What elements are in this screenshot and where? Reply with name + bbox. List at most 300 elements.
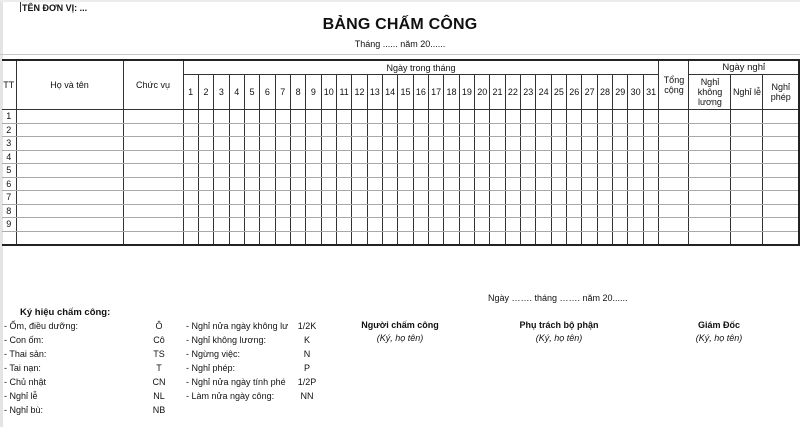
table-cell[interactable] [475,110,490,124]
table-cell[interactable] [582,191,597,205]
table-cell[interactable] [321,177,336,191]
table-cell[interactable] [475,164,490,178]
table-cell[interactable] [536,150,551,164]
table-cell[interactable] [459,231,474,245]
table-cell[interactable] [352,123,367,137]
table-cell[interactable] [275,191,290,205]
table-cell[interactable] [306,150,321,164]
table-cell[interactable] [597,218,612,232]
table-cell[interactable] [763,177,799,191]
table-cell[interactable] [198,218,213,232]
table-cell[interactable] [551,218,566,232]
table-cell[interactable] [183,150,198,164]
table-cell[interactable] [398,164,413,178]
table-cell[interactable] [689,231,731,245]
table-cell[interactable] [689,177,731,191]
table-cell[interactable] [229,191,244,205]
table-cell[interactable] [275,177,290,191]
table-cell[interactable] [628,218,643,232]
table-cell[interactable] [459,150,474,164]
table-cell[interactable] [628,204,643,218]
table-cell[interactable] [306,231,321,245]
table-cell[interactable] [275,204,290,218]
table-cell[interactable] [398,231,413,245]
table-cell[interactable] [505,123,520,137]
table-cell[interactable] [244,110,259,124]
table-cell[interactable] [567,137,582,151]
table-cell[interactable] [336,137,351,151]
table-cell[interactable] [321,204,336,218]
table-cell[interactable] [429,218,444,232]
table-cell[interactable] [413,177,428,191]
table-cell[interactable] [367,137,382,151]
table-cell[interactable] [290,110,305,124]
table-cell[interactable] [16,150,123,164]
table-cell[interactable] [229,218,244,232]
table-cell[interactable] [521,110,536,124]
table-cell[interactable] [459,123,474,137]
table-cell[interactable] [459,110,474,124]
table-cell[interactable] [336,218,351,232]
table-cell[interactable] [551,123,566,137]
table-cell[interactable] [382,218,397,232]
table-cell[interactable] [643,110,659,124]
table-cell[interactable] [582,177,597,191]
table-cell[interactable] [260,177,275,191]
table-cell[interactable] [214,137,229,151]
table-cell[interactable] [352,204,367,218]
table-cell[interactable] [214,150,229,164]
table-cell[interactable] [413,218,428,232]
table-cell[interactable] [597,204,612,218]
table-cell[interactable] [475,137,490,151]
table-cell[interactable] [352,231,367,245]
table-cell[interactable] [367,123,382,137]
table-cell[interactable] [367,204,382,218]
table-cell[interactable] [229,137,244,151]
table-cell[interactable] [459,204,474,218]
table-cell[interactable] [490,110,505,124]
table-cell[interactable] [183,137,198,151]
table-cell[interactable] [567,177,582,191]
table-cell[interactable] [290,137,305,151]
table-cell[interactable] [659,218,689,232]
table-cell[interactable] [521,204,536,218]
table-cell[interactable] [582,137,597,151]
table-cell[interactable] [429,123,444,137]
table-cell[interactable] [567,231,582,245]
table-cell[interactable] [521,231,536,245]
table-cell[interactable] [429,177,444,191]
table-cell[interactable] [306,218,321,232]
table-cell[interactable] [689,150,731,164]
table-cell[interactable] [582,150,597,164]
table-cell[interactable] [229,150,244,164]
table-cell[interactable] [336,177,351,191]
table-cell[interactable] [536,231,551,245]
table-cell[interactable] [229,123,244,137]
table-cell[interactable] [214,123,229,137]
table-cell[interactable] [336,164,351,178]
table-cell[interactable] [731,177,763,191]
table-cell[interactable] [398,191,413,205]
table-cell[interactable] [123,137,183,151]
table-cell[interactable] [567,150,582,164]
table-cell[interactable] [763,191,799,205]
table-cell[interactable] [183,164,198,178]
table-cell[interactable] [229,110,244,124]
table-cell[interactable] [183,191,198,205]
table-cell[interactable] [244,204,259,218]
table-cell[interactable] [731,191,763,205]
table-cell[interactable] [551,177,566,191]
table-cell[interactable] [123,177,183,191]
table-cell[interactable] [275,137,290,151]
table-cell[interactable] [475,204,490,218]
table-cell[interactable] [336,123,351,137]
table-cell[interactable] [290,204,305,218]
table-cell[interactable] [16,164,123,178]
table-cell[interactable] [352,150,367,164]
table-cell[interactable] [628,164,643,178]
table-cell[interactable] [459,164,474,178]
table-cell[interactable] [490,137,505,151]
table-cell[interactable] [459,177,474,191]
table-cell[interactable] [551,137,566,151]
table-cell[interactable] [659,110,689,124]
table-cell[interactable] [731,164,763,178]
table-cell[interactable] [628,137,643,151]
table-cell[interactable] [214,110,229,124]
table-cell[interactable] [521,150,536,164]
table-cell[interactable] [628,123,643,137]
table-cell[interactable] [16,191,123,205]
table-cell[interactable] [260,123,275,137]
table-cell[interactable] [475,231,490,245]
table-cell[interactable] [367,150,382,164]
table-cell[interactable] [505,164,520,178]
table-cell[interactable] [643,204,659,218]
table-cell[interactable] [275,164,290,178]
table-cell[interactable] [260,164,275,178]
table-cell[interactable] [229,204,244,218]
table-cell[interactable] [659,137,689,151]
table-cell[interactable] [659,191,689,205]
table-cell[interactable] [244,218,259,232]
table-cell[interactable] [214,218,229,232]
table-cell[interactable] [367,164,382,178]
table-cell[interactable] [413,110,428,124]
table-cell[interactable] [567,218,582,232]
table-cell[interactable] [521,177,536,191]
table-cell[interactable] [275,218,290,232]
table-cell[interactable] [659,204,689,218]
table-cell[interactable] [290,177,305,191]
table-cell[interactable] [382,123,397,137]
table-cell[interactable] [398,204,413,218]
table-cell[interactable] [229,164,244,178]
table-cell[interactable] [521,164,536,178]
table-cell[interactable] [367,177,382,191]
table-cell[interactable] [398,218,413,232]
table-cell[interactable] [321,137,336,151]
table-cell[interactable] [413,191,428,205]
table-cell[interactable] [16,204,123,218]
table-cell[interactable] [336,204,351,218]
table-cell[interactable] [505,231,520,245]
table-cell[interactable] [382,110,397,124]
table-cell[interactable] [198,123,213,137]
table-cell[interactable] [459,137,474,151]
table-cell[interactable] [321,150,336,164]
table-cell[interactable] [429,191,444,205]
table-cell[interactable] [551,191,566,205]
table-cell[interactable] [306,191,321,205]
table-cell[interactable] [597,110,612,124]
table-cell[interactable] [321,218,336,232]
table-cell[interactable] [763,137,799,151]
table-cell[interactable] [628,231,643,245]
table-cell[interactable] [367,218,382,232]
table-cell[interactable] [183,123,198,137]
table-cell[interactable] [413,137,428,151]
table-cell[interactable] [244,177,259,191]
table-cell[interactable] [398,137,413,151]
table-cell[interactable] [613,177,628,191]
table-cell[interactable] [582,218,597,232]
table-cell[interactable] [475,218,490,232]
table-cell[interactable] [475,177,490,191]
table-cell[interactable] [689,204,731,218]
table-cell[interactable] [444,231,459,245]
table-cell[interactable] [214,191,229,205]
table-cell[interactable] [490,177,505,191]
table-cell[interactable] [643,164,659,178]
table-cell[interactable] [229,177,244,191]
table-cell[interactable] [367,191,382,205]
table-cell[interactable] [16,218,123,232]
table-cell[interactable] [643,231,659,245]
table-cell[interactable] [382,204,397,218]
table-cell[interactable] [398,177,413,191]
table-cell[interactable] [123,110,183,124]
table-cell[interactable] [582,204,597,218]
table-cell[interactable] [321,231,336,245]
table-cell[interactable] [659,231,689,245]
table-cell[interactable] [321,191,336,205]
table-cell[interactable] [505,191,520,205]
table-cell[interactable] [597,177,612,191]
table-cell[interactable] [398,123,413,137]
table-cell[interactable] [444,191,459,205]
table-cell[interactable] [613,110,628,124]
table-cell[interactable] [16,110,123,124]
table-cell[interactable] [613,137,628,151]
table-cell[interactable] [551,231,566,245]
table-cell[interactable] [198,137,213,151]
table-cell[interactable] [643,150,659,164]
table-cell[interactable] [306,123,321,137]
table-cell[interactable] [763,204,799,218]
table-cell[interactable] [628,110,643,124]
table-cell[interactable] [459,218,474,232]
table-cell[interactable] [352,137,367,151]
table-cell[interactable] [505,177,520,191]
table-cell[interactable] [183,204,198,218]
table-cell[interactable] [413,123,428,137]
table-cell[interactable] [275,150,290,164]
table-cell[interactable] [505,110,520,124]
table-cell[interactable] [214,177,229,191]
table-cell[interactable] [336,110,351,124]
table-cell[interactable] [582,110,597,124]
table-cell[interactable] [382,191,397,205]
table-cell[interactable] [521,218,536,232]
table-cell[interactable] [306,137,321,151]
table-cell[interactable] [689,218,731,232]
table-cell[interactable] [321,123,336,137]
table-cell[interactable] [214,164,229,178]
table-cell[interactable] [444,137,459,151]
table-cell[interactable] [336,150,351,164]
table-cell[interactable] [260,150,275,164]
table-cell[interactable] [536,177,551,191]
table-cell[interactable] [306,110,321,124]
table-cell[interactable] [643,218,659,232]
table-cell[interactable] [290,123,305,137]
table-cell[interactable] [429,137,444,151]
table-cell[interactable] [413,231,428,245]
table-cell[interactable] [229,231,244,245]
table-cell[interactable] [643,191,659,205]
table-cell[interactable] [198,150,213,164]
table-cell[interactable] [183,231,198,245]
table-cell[interactable] [567,191,582,205]
table-cell[interactable] [490,123,505,137]
table-cell[interactable] [352,218,367,232]
table-cell[interactable] [628,191,643,205]
table-cell[interactable] [444,164,459,178]
table-cell[interactable] [382,231,397,245]
table-cell[interactable] [731,231,763,245]
table-cell[interactable] [306,204,321,218]
table-cell[interactable] [490,164,505,178]
table-cell[interactable] [429,110,444,124]
table-cell[interactable] [352,177,367,191]
table-cell[interactable] [763,110,799,124]
table-cell[interactable] [731,150,763,164]
table-cell[interactable] [567,110,582,124]
table-cell[interactable] [429,164,444,178]
table-cell[interactable] [183,110,198,124]
table-cell[interactable] [628,150,643,164]
table-cell[interactable] [643,137,659,151]
table-cell[interactable] [398,110,413,124]
table-cell[interactable] [244,231,259,245]
table-cell[interactable] [429,231,444,245]
table-cell[interactable] [367,231,382,245]
table-cell[interactable] [444,110,459,124]
table-cell[interactable] [444,204,459,218]
table-cell[interactable] [475,150,490,164]
table-cell[interactable] [613,231,628,245]
table-cell[interactable] [536,204,551,218]
table-cell[interactable] [597,150,612,164]
table-cell[interactable] [198,204,213,218]
table-cell[interactable] [582,164,597,178]
table-cell[interactable] [214,204,229,218]
table-cell[interactable] [352,164,367,178]
table-cell[interactable] [198,231,213,245]
table-cell[interactable] [444,218,459,232]
table-cell[interactable] [597,164,612,178]
table-cell[interactable] [321,164,336,178]
table-cell[interactable] [597,123,612,137]
table-cell[interactable] [613,204,628,218]
table-cell[interactable] [275,123,290,137]
table-cell[interactable] [505,150,520,164]
table-cell[interactable] [244,164,259,178]
table-cell[interactable] [628,177,643,191]
table-cell[interactable] [123,218,183,232]
table-cell[interactable] [536,110,551,124]
table-cell[interactable] [183,218,198,232]
table-cell[interactable] [551,110,566,124]
table-cell[interactable] [413,204,428,218]
table-cell[interactable] [260,204,275,218]
table-cell[interactable] [244,191,259,205]
table-cell[interactable] [352,191,367,205]
table-cell[interactable] [123,123,183,137]
table-cell[interactable] [731,218,763,232]
table-cell[interactable] [444,123,459,137]
table-cell[interactable] [214,231,229,245]
table-cell[interactable] [536,164,551,178]
table-cell[interactable] [275,110,290,124]
table-cell[interactable] [689,123,731,137]
table-cell[interactable] [505,204,520,218]
table-cell[interactable] [613,123,628,137]
table-cell[interactable] [763,231,799,245]
table-cell[interactable] [444,177,459,191]
table-cell[interactable] [659,164,689,178]
table-cell[interactable] [16,123,123,137]
table-cell[interactable] [505,137,520,151]
table-cell[interactable] [336,191,351,205]
table-cell[interactable] [613,191,628,205]
table-cell[interactable] [763,123,799,137]
table-cell[interactable] [123,164,183,178]
table-cell[interactable] [689,164,731,178]
table-cell[interactable] [521,191,536,205]
table-cell[interactable] [260,231,275,245]
table-cell[interactable] [123,191,183,205]
table-cell[interactable] [731,123,763,137]
table-cell[interactable] [536,137,551,151]
table-cell[interactable] [536,218,551,232]
table-cell[interactable] [689,191,731,205]
table-cell[interactable] [689,110,731,124]
table-cell[interactable] [567,164,582,178]
table-cell[interactable] [659,150,689,164]
table-cell[interactable] [643,177,659,191]
table-cell[interactable] [260,110,275,124]
table-cell[interactable] [521,123,536,137]
table-cell[interactable] [551,204,566,218]
table-cell[interactable] [731,137,763,151]
table-cell[interactable] [582,123,597,137]
table-cell[interactable] [244,137,259,151]
